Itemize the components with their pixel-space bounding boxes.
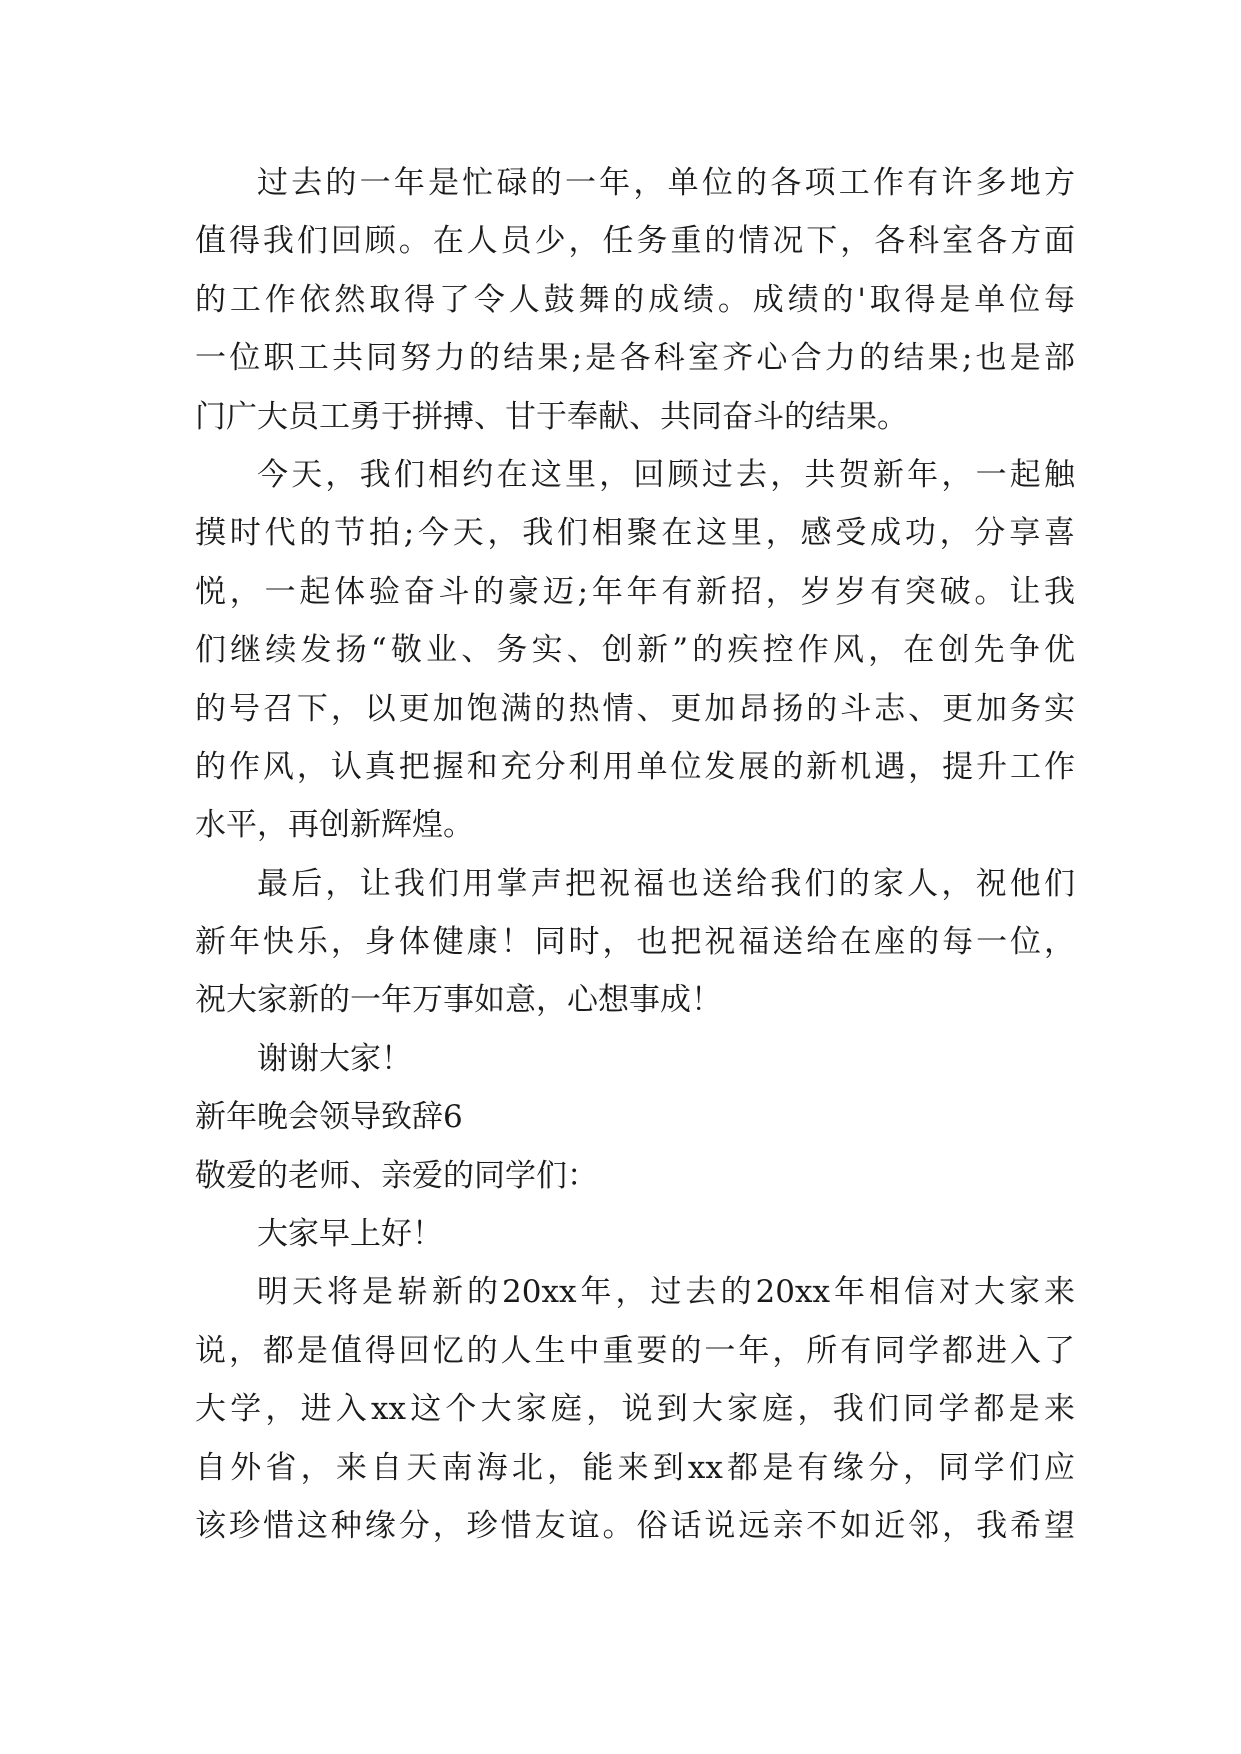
paragraph-line: 明天将是崭新的20xx年，过去的20xx年相信对大家来 — [257, 1274, 1075, 1311]
paragraph-line: 值得我们回顾。在人员少，任务重的情况下，各科室各方面 — [195, 223, 1075, 260]
paragraph-line: 该珍惜这种缘分，珍惜友谊。俗话说远亲不如近邻，我希望 — [195, 1507, 1075, 1544]
paragraph-line: 的号召下，以更加饱满的热情、更加昂扬的斗志、更加务实 — [195, 690, 1075, 727]
paragraph-line: 自外省，来自天南海北，能来到xx都是有缘分，同学们应 — [195, 1449, 1075, 1486]
paragraph-line: 悦，一起体验奋斗的豪迈;年年有新招，岁岁有突破。让我 — [195, 573, 1075, 610]
paragraph-line: 们继续发扬“敬业、务实、创新”的疾控作风，在创先争优 — [195, 632, 1075, 669]
paragraph-line: 最后，让我们用掌声把祝福也送给我们的家人，祝他们 — [257, 865, 1075, 902]
paragraph-line: 新年快乐，身体健康！同时，也把祝福送给在座的每一位， — [195, 924, 1075, 961]
paragraph-line: 大学，进入xx这个大家庭，说到大家庭，我们同学都是来 — [195, 1391, 1075, 1428]
paragraph-line: 说，都是值得回忆的人生中重要的一年，所有同学都进入了 — [195, 1332, 1075, 1369]
paragraph-line: 过去的一年是忙碌的一年，单位的各项工作有许多地方 — [257, 165, 1075, 201]
section-heading: 新年晚会领导致辞6 — [195, 1099, 463, 1136]
paragraph-line: 今天，我们相约在这里，回顾过去，共贺新年，一起触 — [257, 456, 1075, 493]
greeting-line: 大家早上好！ — [257, 1216, 443, 1253]
paragraph-line: 祝大家新的一年万事如意，心想事成！ — [195, 982, 722, 1019]
paragraph-line: 的工作依然取得了令人鼓舞的成绩。成绩的'取得是单位每 — [195, 281, 1075, 318]
salutation: 敬爱的老师、亲爱的同学们： — [195, 1157, 598, 1194]
closing-line: 谢谢大家！ — [257, 1040, 412, 1077]
paragraph-line: 摸时代的节拍;今天，我们相聚在这里，感受成功，分享喜 — [195, 515, 1075, 552]
paragraph-line: 门广大员工勇于拼搏、甘于奉献、共同奋斗的结果。 — [195, 398, 908, 435]
paragraph-line: 的作风，认真把握和充分利用单位发展的新机遇，提升工作 — [195, 748, 1075, 785]
document-body — [195, 154, 1075, 1555]
paragraph-line: 水平，再创新辉煌。 — [195, 807, 474, 844]
paragraph-line: 一位职工共同努力的结果;是各科室齐心合力的结果;也是部 — [195, 340, 1075, 377]
